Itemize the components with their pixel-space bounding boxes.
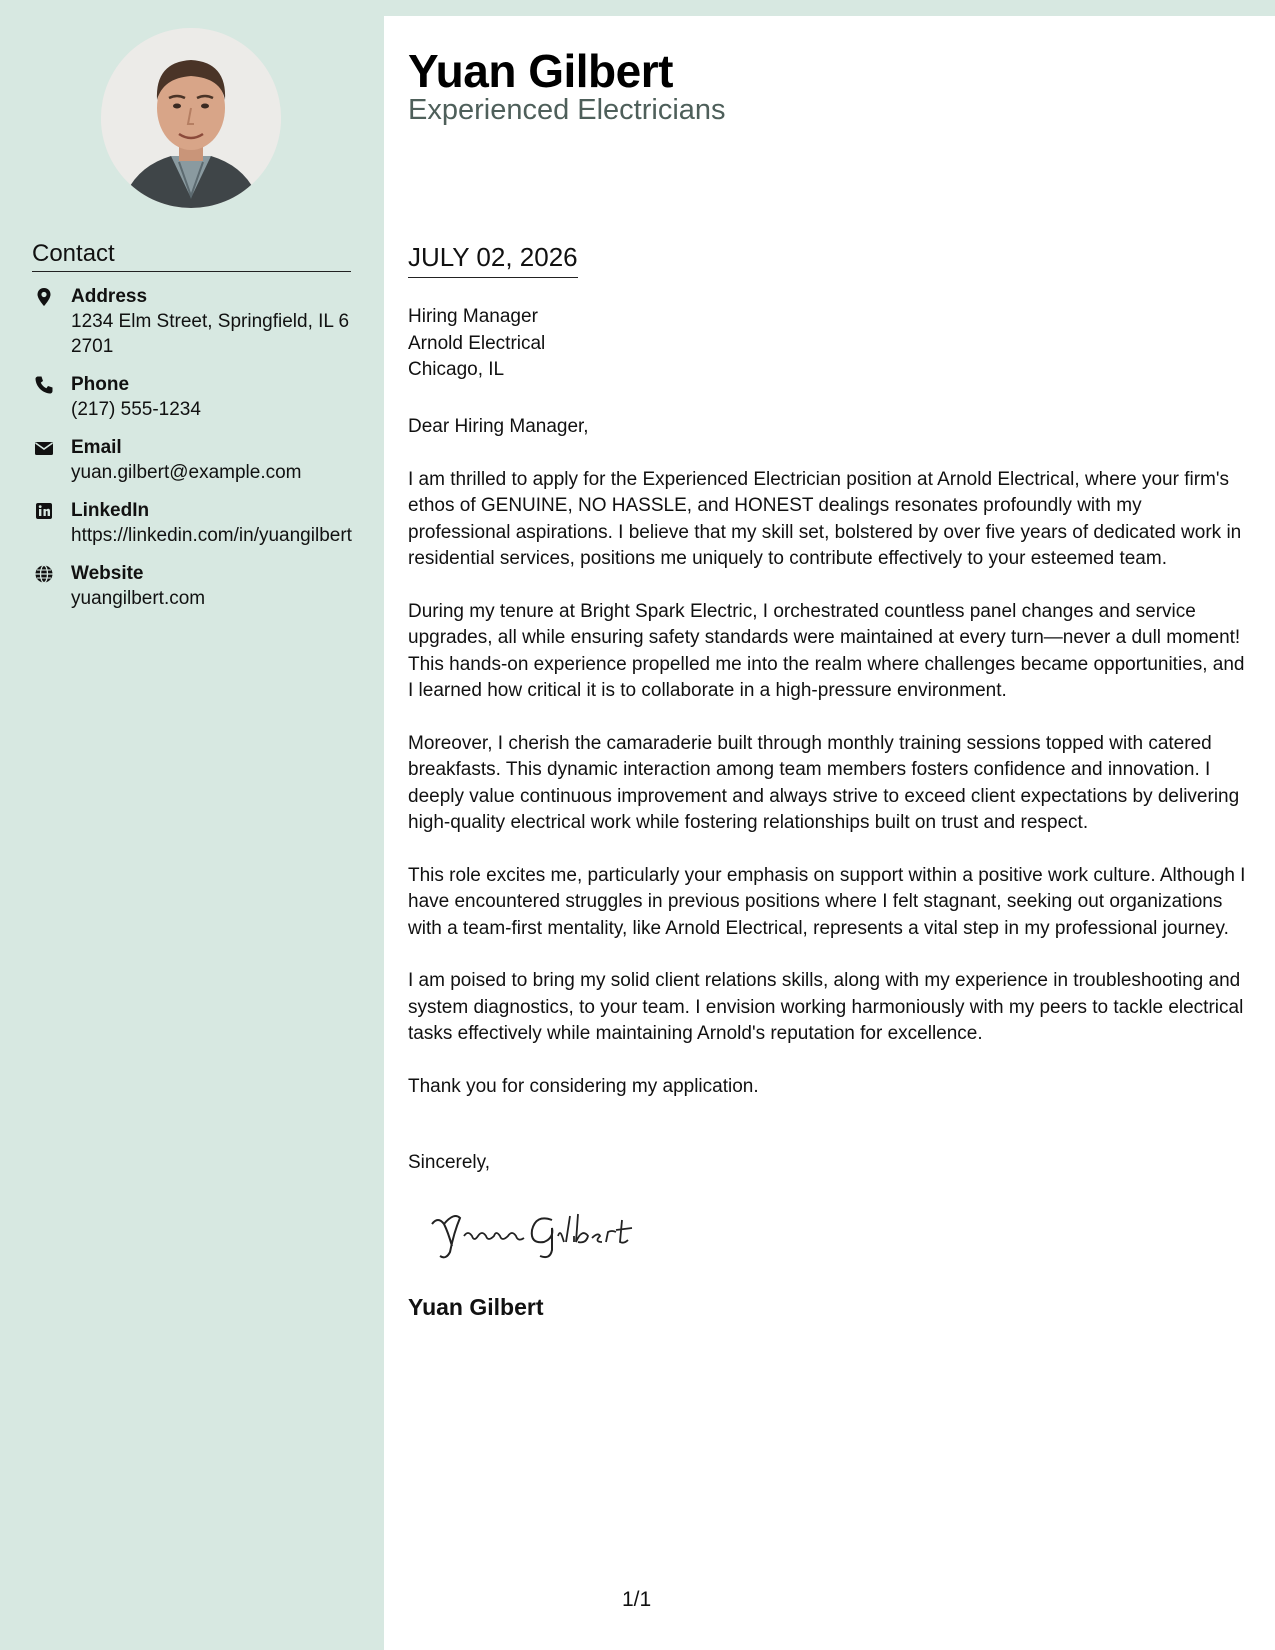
closing: Sincerely, [408,1152,491,1173]
contact-label: LinkedIn [71,500,150,521]
location-pin-icon [34,287,54,307]
contact-value: 1234 Elm Street, Springfield, IL 62701 [71,311,350,357]
phone-icon [34,375,54,395]
page-number: 1/1 [622,1588,652,1611]
contact-item-phone [32,372,362,422]
sidebar [0,0,384,1650]
contact-value: yuan.gilbert@example.com [71,462,302,483]
contact-value: (217) 555-1234 [71,399,201,420]
globe-icon [34,564,54,584]
letter-body [408,414,1248,1126]
contact-label: Address [71,286,148,307]
body-paragraph: I am thrilled to apply for the Experienced Electrician position at Arnold Electrical, where your firm's ethos of GENUINE, NO HASSLE, and HONEST dealings resonates profoundly with my professional aspirations. I believe that my skill set, bolstered by over five years of dedicated work in residential services, positions me uniquely to contribute effectively to your esteemed team. [408,468,1242,569]
salutation: Dear Hiring Manager, [408,416,589,437]
contact-label: Website [71,563,144,584]
body-paragraph: I am poised to bring my solid client relations skills, along with my experience in troubleshooting and system diagnostics, to your team. I envision working harmoniously with my peers to tackle electrical tasks effectively while maintaining Arnold's reputation for excellence. [408,970,1244,1044]
body-paragraph: Moreover, I cherish the camaraderie built through monthly training sessions topped with catered breakfasts. This dynamic interaction among team members fosters confidence and innovation. I deeply value continuous improvement and always strive to exceed client expectations by delivering high-quality electrical work while fostering relationships built on trust and respect. [408,732,1240,833]
signed-name: Yuan Gilbert [408,1294,544,1320]
contact-item-address [32,284,362,359]
recipient-line: Arnold Electrical [408,332,546,354]
contact-label: Phone [71,374,130,395]
contact-label: Email [71,437,122,458]
body-paragraph: During my tenure at Bright Spark Electric, I orchestrated countless panel changes and service upgrades, all while ensuring safety standards were maintained at every turn—never a dull moment! This hands-on experience propelled me into the realm where challenges became opportunities, and I learned how critical it is to collaborate in a high-pressure environment. [408,600,1245,701]
body-paragraph: Thank you for considering my application. [408,1075,759,1097]
recipient-block [408,304,545,384]
body-paragraph: This role excites me, particularly your emphasis on support within a positive work culture. Although I have encountered struggles in previous positions where I felt stagnant, seeking out organizations with a team-first mentality, like Arnold Electrical, represents a vital step in my professional journey. [408,864,1246,939]
letter-date: JULY 02, 2026 [408,242,578,278]
recipient-line: Hiring Manager [408,306,538,327]
contact-item-website [32,561,362,611]
contact-divider [32,271,351,272]
applicant-name: Yuan Gilbert [408,45,673,97]
recipient-line: Chicago, IL [408,359,505,380]
contact-item-email [32,435,362,485]
contact-item-linkedin [32,498,362,548]
contact-list [32,284,362,624]
contact-heading: Contact [32,240,115,267]
applicant-title: Experienced Electricians [408,94,726,126]
profile-photo [101,28,281,208]
letter-panel [384,16,1275,1650]
envelope-icon [34,438,54,458]
contact-value[interactable]: yuangilbert.com [71,588,206,609]
contact-value[interactable]: https://linkedin.com/in/yuangilbert [71,525,352,546]
handwritten-signature [424,1202,644,1262]
linkedin-icon [34,501,54,521]
